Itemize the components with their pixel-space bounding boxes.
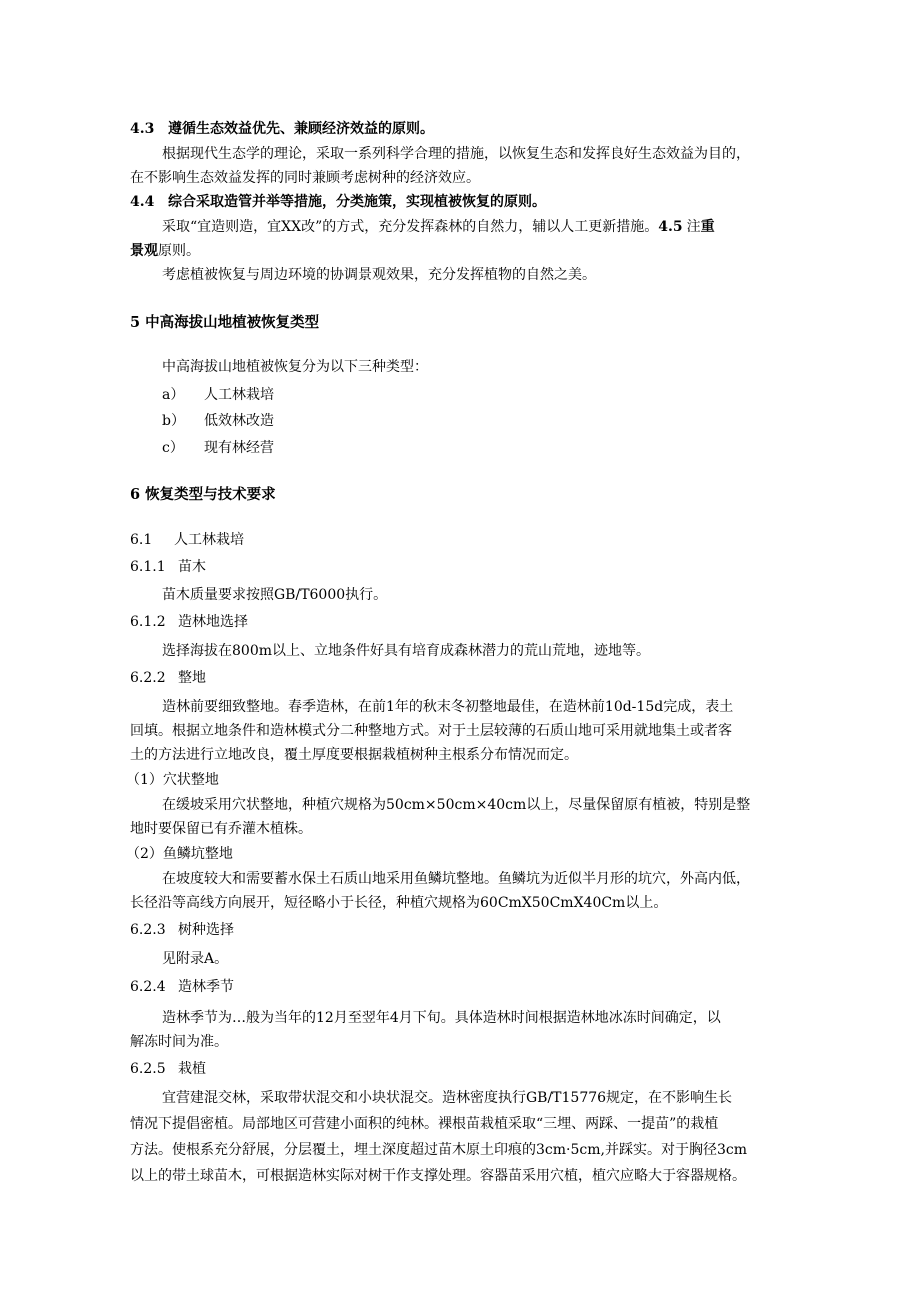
paragraph-line xyxy=(130,240,200,260)
paragraph-line: 选择海拔在800m以上、立地条件好具有培育成森林潜力的荒山荒地，迹地等。 xyxy=(162,643,650,659)
subsection-heading xyxy=(130,919,234,939)
subsection-heading xyxy=(130,1058,206,1078)
section-number: 6.2.5 xyxy=(130,1061,166,1077)
list-marker: b） xyxy=(162,413,185,429)
paragraph-line: 长径沿等高线方向展开，短径略小于长径，种植穴规格为60CmX50CmX40Cm以上。 xyxy=(130,895,668,911)
subsection-heading xyxy=(130,529,244,549)
list-marker: a） xyxy=(162,387,185,403)
paragraph-line: 苗木质量要求按照GB/T6000执行。 xyxy=(162,587,388,603)
paragraph-line: 情况下提倡密植。局部地区可营建小面积的纯林。裸根苗栽植采取“三埋、两踩、一提苗”的栽植 xyxy=(130,1116,719,1132)
section-title: 树种选择 xyxy=(178,922,234,938)
section-4-4-heading xyxy=(130,191,546,211)
section-title: 遵循生态效益优先、兼顾经济效益的原则。 xyxy=(168,121,434,137)
section-6-heading: 6 恢复类型与技术要求 xyxy=(130,486,276,503)
paragraph-line: 宜营建混交林，采取带状混交和小块状混交。造林密度执行GB/T15776规定，在不影响生长 xyxy=(162,1090,733,1106)
paragraph-line: 造林前要细致整地。春季造林，在前1年的秋末冬初整地最佳，在造林前10d-15d完成，表土 xyxy=(162,699,734,715)
section-title: 造林地选择 xyxy=(178,614,248,630)
paragraph-line: 解冻时间为准。 xyxy=(130,1034,228,1050)
list-item xyxy=(162,384,274,404)
subsection-heading xyxy=(130,667,206,687)
paragraph-line: 在不影响生态效益发挥的同时兼顾考虑树种的经济效应。 xyxy=(130,170,480,186)
paragraph-line: 造林季节为…般为当年的12月至翌年4月下旬。具体造林时间根据造林地冰冻时间确定，以 xyxy=(162,1010,721,1026)
section-title: 栽植 xyxy=(178,1061,206,1077)
section-title: 整地 xyxy=(178,670,206,686)
text-run: 原则。 xyxy=(158,243,200,259)
paragraph-line: 方法。使根系充分舒展，分层覆土，埋土深度超过苗木原土印痕的3cm·5cm,并踩实。对于胸径3cm xyxy=(130,1142,747,1158)
section-number: 4.4 xyxy=(130,194,155,210)
subitem-heading: （1）穴状整地 xyxy=(126,772,219,788)
subsection-heading xyxy=(130,556,206,576)
paragraph-line: 以上的带土球苗木，可根据造林实际对树干作支撑处理。容器苗采用穴植，植穴应略大于容器规格。 xyxy=(130,1168,746,1184)
inline-heading-run: 重 xyxy=(700,219,715,235)
section-4-3-heading xyxy=(130,118,434,138)
paragraph-line: 在坡度较大和需要蓄水保土石质山地采用鱼鳞坑整地。鱼鳞坑为近似半月形的坑穴，外高内低， xyxy=(162,871,750,887)
paragraph-line: 根据现代生态学的理论，采取一系列科学合理的措施，以恢复生态和发挥良好生态效益为目的， xyxy=(162,146,750,162)
paragraph-line: 见附录A。 xyxy=(162,951,229,967)
list-text: 现有林经营 xyxy=(204,440,274,456)
paragraph-line: 地时要保留已有乔灌木植株。 xyxy=(130,821,312,837)
paragraph-line: 在缓坡采用穴状整地，种植穴规格为50cm×50cm×40cm以上，尽量保留原有植被，特别是整 xyxy=(162,797,751,813)
list-item xyxy=(162,410,274,430)
text-run: 注 xyxy=(686,219,701,235)
section-number: 6.1.1 xyxy=(130,559,166,575)
paragraph-line: 考虑植被恢复与周边环境的协调景观效果，充分发挥植物的自然之美。 xyxy=(162,267,596,283)
inline-heading-run: 景观 xyxy=(130,243,158,259)
section-5-heading: 5 中高海拔山地植被恢复类型 xyxy=(130,314,320,331)
section-number: 6.2.2 xyxy=(130,670,166,686)
paragraph-line: 土的方法进行立地改良，覆土厚度要根据栽植树种主根系分布情况而定。 xyxy=(130,747,578,763)
section-number: 6.1 xyxy=(130,532,153,548)
subitem-heading: （2）鱼鳞坑整地 xyxy=(126,846,233,862)
list-text: 人工林栽培 xyxy=(204,387,274,403)
inline-section-number: 4.5 xyxy=(658,219,683,235)
subsection-heading xyxy=(130,611,248,631)
list-item xyxy=(162,437,274,457)
subsection-heading xyxy=(130,976,234,996)
section-number: 6.2.3 xyxy=(130,922,166,938)
section-number: 4.3 xyxy=(130,121,155,137)
list-text: 低效林改造 xyxy=(204,413,274,429)
section-number: 6.2.4 xyxy=(130,979,166,995)
paragraph-line: 中高海拔山地植被恢复分为以下三种类型： xyxy=(162,359,428,375)
paragraph-line: 回填。根据立地条件和造林模式分二种整地方式。对于土层较薄的石质山地可采用就地集土或者客 xyxy=(130,723,732,739)
section-title: 综合采取造管并举等措施，分类施策，实现植被恢复的原则。 xyxy=(168,194,546,210)
list-marker: c） xyxy=(162,440,184,456)
text-run: 采取“宜造则造，宜XX改”的方式，充分发挥森林的自然力，辅以人工更新措施。 xyxy=(162,219,659,235)
paragraph-line xyxy=(162,216,715,236)
section-title: 人工林栽培 xyxy=(174,532,244,548)
section-title: 苗木 xyxy=(178,559,206,575)
section-title: 造林季节 xyxy=(178,979,234,995)
section-number: 6.1.2 xyxy=(130,614,166,630)
